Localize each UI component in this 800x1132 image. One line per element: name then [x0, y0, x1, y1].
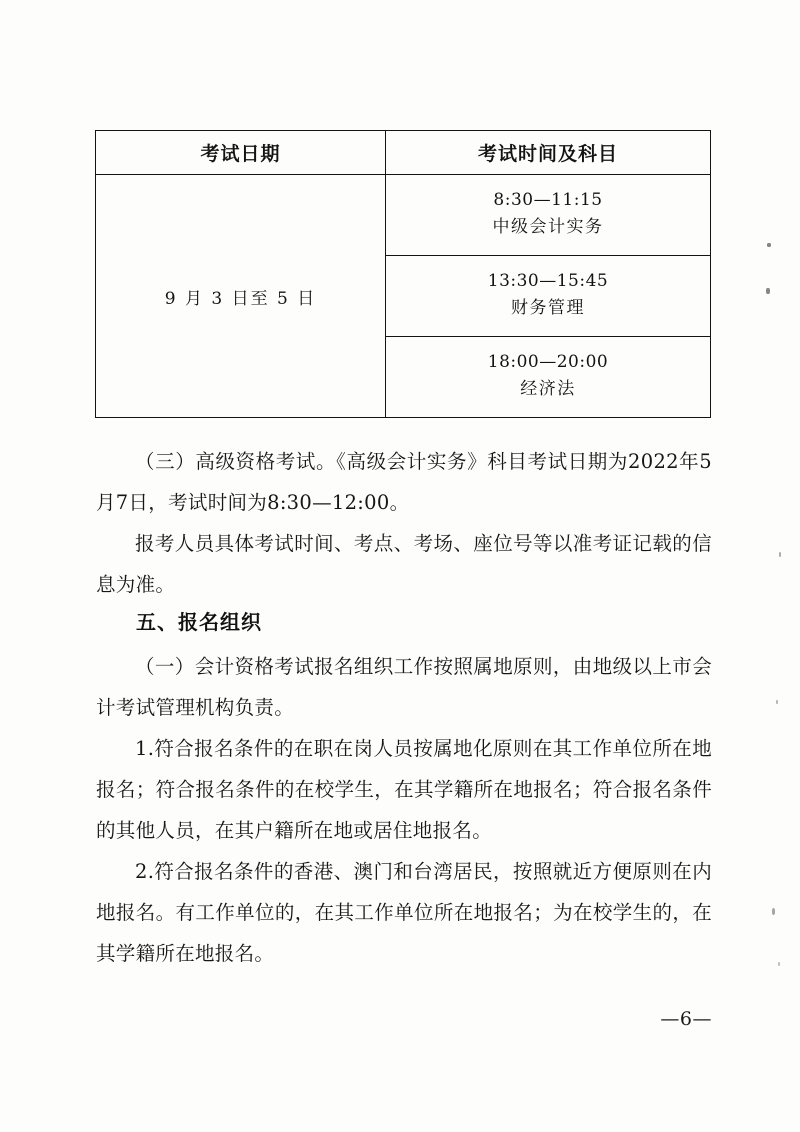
paragraph-advanced-exam: （三）高级资格考试。《高级会计实务》科目考试日期为2022年5月7日，考试时间为8:30—12:00。 [96, 449, 712, 514]
slot-2-time: 13:30—15:45 [487, 270, 609, 291]
exam-slot-1 [386, 175, 711, 256]
slot-1-subject: 中级会计实务 [492, 217, 604, 238]
slot-2-subject: 财务管理 [511, 298, 585, 319]
slot-3-subject: 经济法 [520, 379, 576, 400]
paragraph-sub-item-one: 1.符合报名条件的在职在岗人员按属地化原则在其工作单位所在地报名；符合报名条件的在校学生，在其学籍所在地报名；符合报名条件的其他人员，在其户籍所在地或居住地报名。 [96, 736, 712, 842]
table-header-row [96, 131, 711, 175]
paragraph-admission-ticket: 报考人员具体考试时间、考点、考场、座位号等以准考证记载的信息为准。 [96, 531, 712, 596]
slot-1-time: 8:30—11:15 [493, 189, 603, 210]
scan-speck [772, 908, 775, 915]
table-row [96, 175, 711, 256]
exam-date-range: 9 月 3 日至 5 日 [96, 175, 386, 418]
scan-speck [778, 962, 780, 966]
scan-speck [766, 288, 770, 294]
exam-slot-3 [386, 337, 711, 418]
scan-speck [779, 552, 781, 557]
page-number: —6— [660, 1008, 712, 1030]
section-heading-registration-organization: 五、报名组织 [136, 609, 262, 634]
header-exam-date: 考试日期 [96, 131, 386, 175]
scan-speck [776, 700, 778, 704]
slot-3-time: 18:00—20:00 [487, 351, 609, 372]
paragraph-item-one: （一）会计资格考试报名组织工作按照属地原则，由地级以上市会计考试管理机构负责。 [96, 654, 712, 719]
exam-schedule-table [95, 130, 711, 418]
paragraph-sub-item-two: 2.符合报名条件的香港、澳门和台湾居民，按照就近方便原则在内地报名。有工作单位的，在其工作单位所在地报名；为在校学生的，在其学籍所在地报名。 [96, 859, 712, 965]
scan-speck [767, 243, 771, 247]
exam-slot-2 [386, 256, 711, 337]
header-exam-time-subject: 考试时间及科目 [386, 131, 711, 175]
